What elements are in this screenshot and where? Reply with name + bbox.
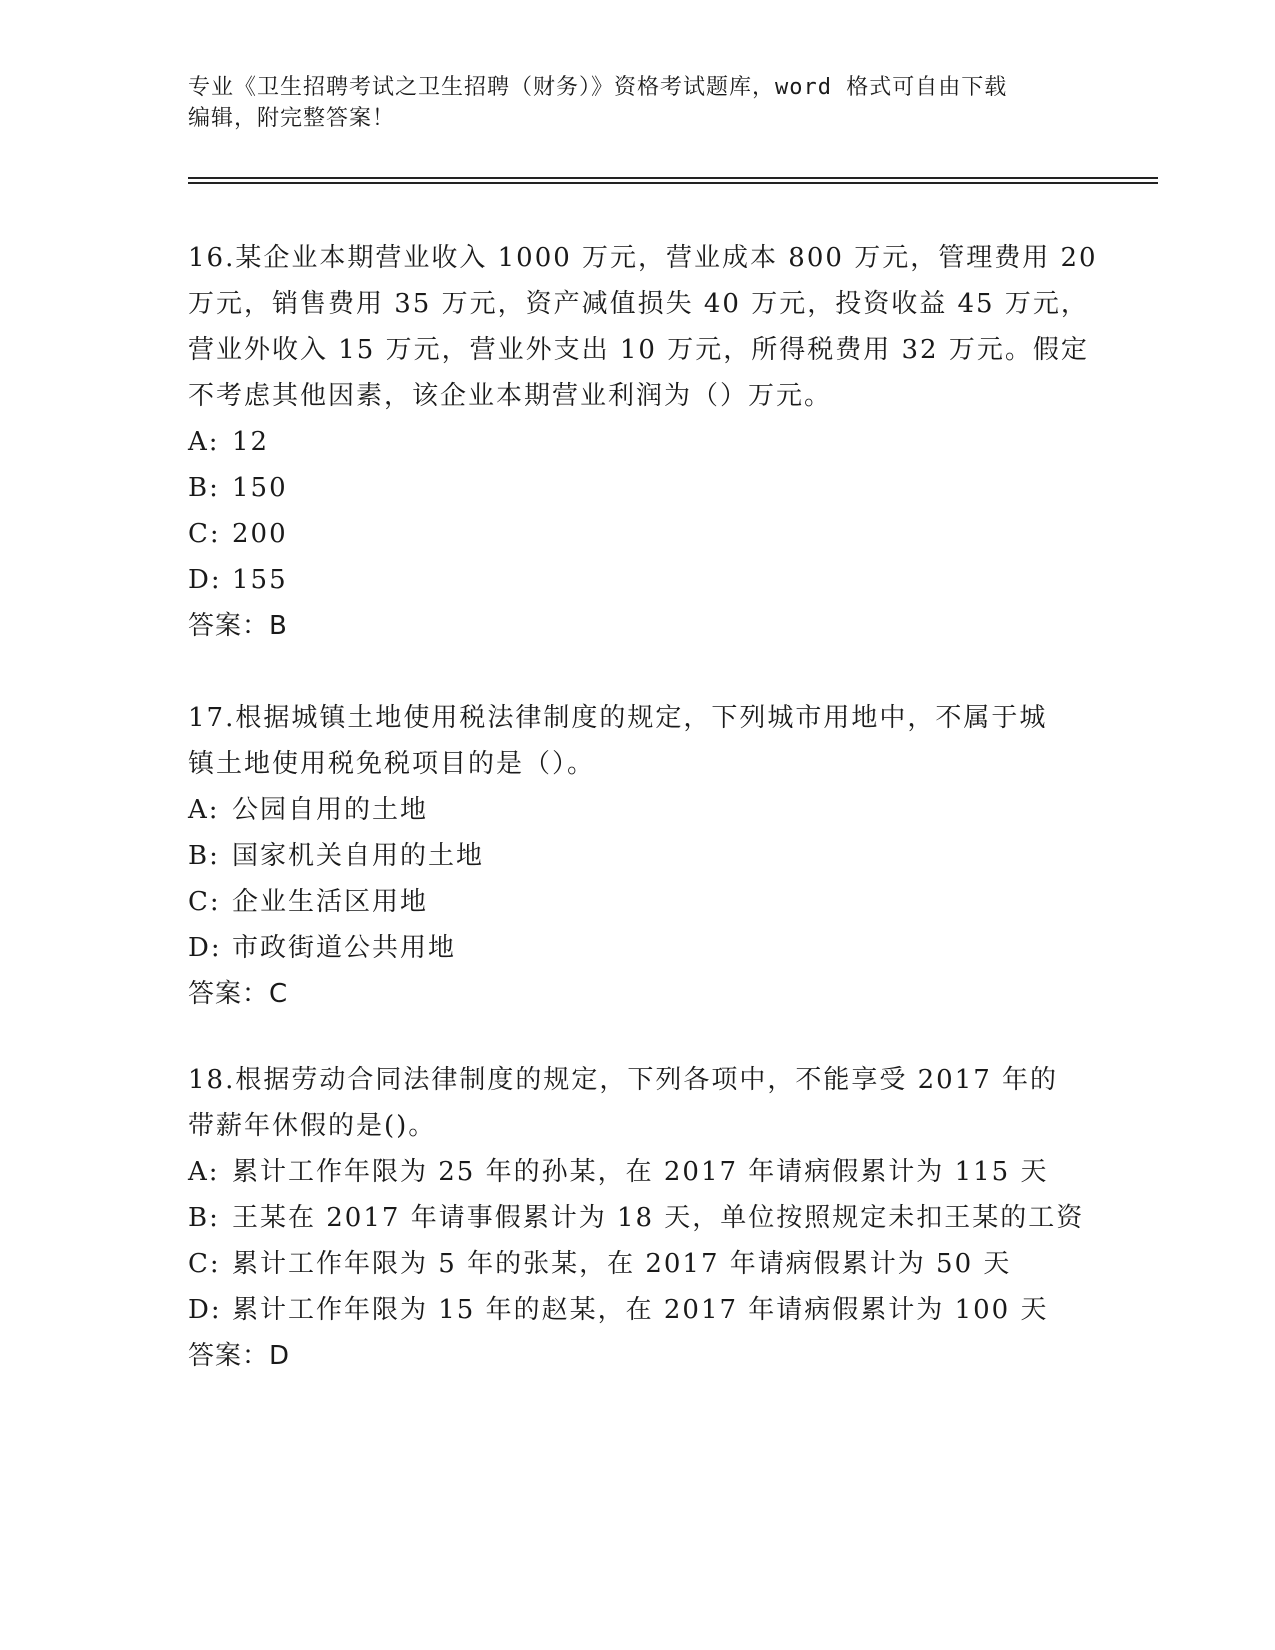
option-text: 累计工作年限为 5 年的张某，在 2017 年请病假累计为 50 天 (232, 1249, 1012, 1279)
option-b: B: 国家机关自用的土地 (188, 841, 485, 871)
question-stem (188, 695, 1088, 787)
stem-line: 带薪年休假的是()。 (188, 1111, 437, 1141)
option-text: 王某在 2017 年请事假累计为 18 天，单位按照规定未扣王某的工资 (232, 1203, 1085, 1233)
option-text: 公园自用的土地 (232, 795, 429, 825)
option-text: 累计工作年限为 15 年的赵某，在 2017 年请病假累计为 100 天 (232, 1295, 1049, 1325)
option-text: 市政街道公共用地 (232, 933, 457, 963)
option-c: C: 200 (188, 519, 288, 549)
option-text: 150 (232, 473, 288, 503)
header-divider-bottom (188, 182, 1158, 184)
header-line-1: 专业《卫生招聘考试之卫生招聘（财务）》资格考试题库，word 格式可自由下载 (188, 75, 1008, 100)
option-d: D: 市政街道公共用地 (188, 933, 457, 963)
header-divider-top (188, 177, 1158, 179)
option-a: A: 公园自用的土地 (188, 795, 429, 825)
option-c: C: 累计工作年限为 5 年的张某，在 2017 年请病假累计为 50 天 (188, 1249, 1012, 1279)
stem-line: 不考虑其他因素，该企业本期营业利润为（）万元。 (188, 381, 833, 411)
answer-line: 答案：D (188, 1341, 291, 1371)
question-stem (188, 235, 1098, 419)
stem-line: 17.根据城镇土地使用税法律制度的规定，下列城市用地中，不属于城 (188, 703, 1048, 733)
option-text: 国家机关自用的土地 (232, 841, 485, 871)
option-d: D: 155 (188, 565, 288, 595)
option-text: 12 (232, 427, 270, 457)
option-a: A: 12 (188, 427, 270, 457)
stem-line: 18.根据劳动合同法律制度的规定，下列各项中，不能享受 2017 年的 (188, 1065, 1059, 1095)
stem-line: 镇土地使用税免税项目的是（）。 (188, 749, 596, 779)
option-a: A: 累计工作年限为 25 年的孙某，在 2017 年请病假累计为 115 天 (188, 1157, 1049, 1187)
answer-line: 答案：B (188, 611, 288, 641)
stem-line: 营业外收入 15 万元，营业外支出 10 万元，所得税费用 32 万元。假定 (188, 335, 1089, 365)
option-d: D: 累计工作年限为 15 年的赵某，在 2017 年请病假累计为 100 天 (188, 1295, 1049, 1325)
option-b: B: 王某在 2017 年请事假累计为 18 天，单位按照规定未扣王某的工资 (188, 1203, 1085, 1233)
question-stem (188, 1057, 1088, 1149)
document-header (188, 72, 1068, 134)
question-17 (188, 695, 1088, 1017)
option-b: B: 150 (188, 473, 288, 503)
header-line-2: 编辑，附完整答案！ (188, 106, 396, 131)
option-text: 企业生活区用地 (232, 887, 429, 917)
option-text: 155 (232, 565, 288, 595)
option-text: 累计工作年限为 25 年的孙某，在 2017 年请病假累计为 115 天 (232, 1157, 1049, 1187)
option-text: 200 (232, 519, 288, 549)
question-16 (188, 235, 1098, 649)
stem-line: 16.某企业本期营业收入 1000 万元，营业成本 800 万元，管理费用 20 (188, 243, 1098, 273)
question-18 (188, 1057, 1088, 1379)
option-c: C: 企业生活区用地 (188, 887, 429, 917)
answer-line: 答案：C (188, 979, 289, 1009)
stem-line: 万元，销售费用 35 万元，资产减值损失 40 万元，投资收益 45 万元， (188, 289, 1089, 319)
